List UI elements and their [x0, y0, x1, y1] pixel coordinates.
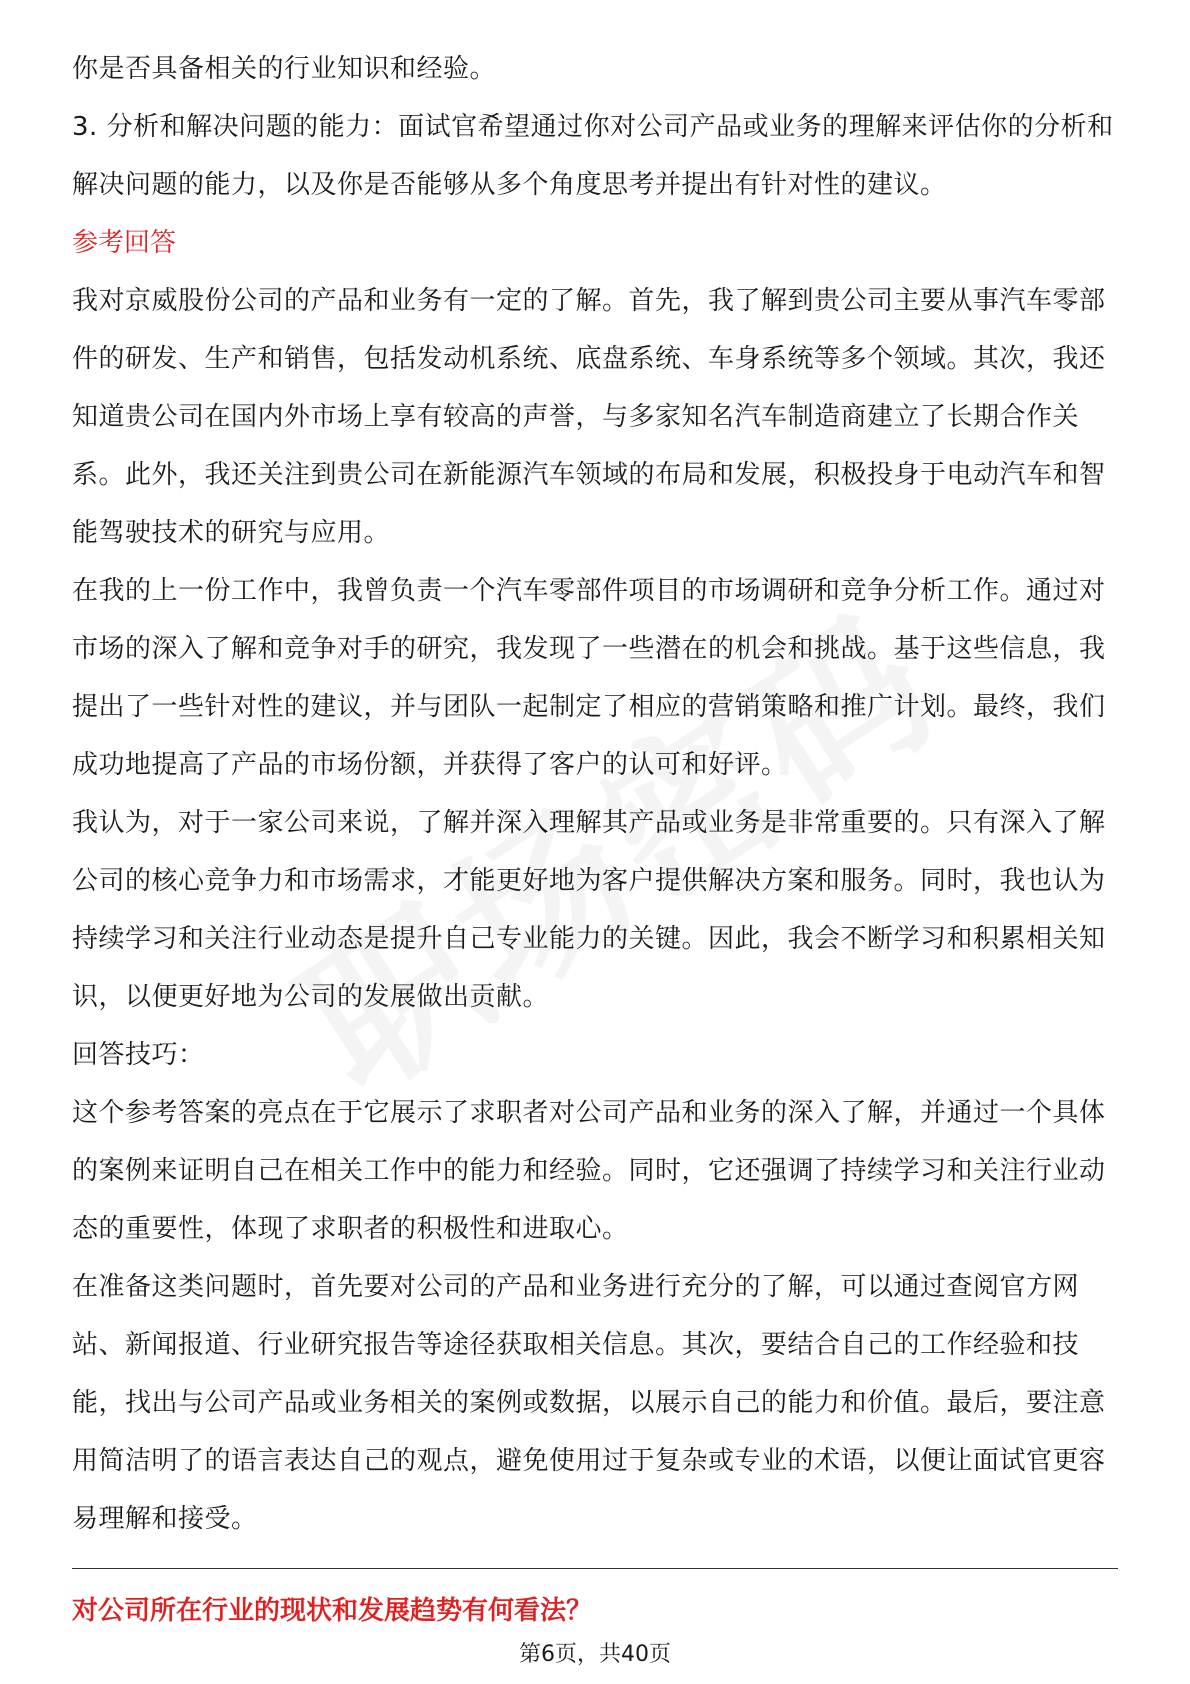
answer-paragraph-2: 在我的上一份工作中，我曾负责一个汽车零部件项目的市场调研和竞争分析工作。通过对市场的深入了解和竞争对手的研究，我发现了一些潜在的机会和挑战。基于这些信息，我提出了一些针对性的建议，并与团队一起制定了相应的营销策略和推广计划。最终，我们成功地提高了产品的市场份额，并获得了客户的认可和好评。: [72, 576, 1106, 780]
page-number-footer: 第6页，共40页: [519, 1642, 671, 1667]
intro-line-2: 3. 分析和解决问题的能力：面试官希望通过你对公司产品或业务的理解来评估你的分析和解决问题的能力，以及你是否能够从多个角度思考并提出有针对性的建议。: [72, 112, 1114, 200]
tips-paragraph-2: 在准备这类问题时，首先要对公司的产品和业务进行充分的了解，可以通过查阅官方网站、新闻报道、行业研究报告等途径获取相关信息。其次，要结合自己的工作经验和技能，找出与公司产品或业务相关的案例或数据，以展示自己的能力和价值。最后，要注意用简洁明了的语言表达自己的观点，避免使用过于复杂或专业的术语，以便让面试官更容易理解和接受。: [72, 1272, 1106, 1534]
tips-label: 回答技巧：: [72, 1040, 205, 1070]
section-divider: [72, 1568, 1118, 1569]
document-body: [72, 40, 1118, 1548]
intro-line-1: 你是否具备相关的行业知识和经验。: [72, 54, 497, 84]
answer-paragraph-1: 我对京威股份公司的产品和业务有一定的了解。首先，我了解到贵公司主要从事汽车零部件的研发、生产和销售，包括发动机系统、底盘系统、车身系统等多个领域。其次，我还知道贵公司在国内外市场上享有较高的声誉，与多家知名汽车制造商建立了长期合作关系。此外，我还关注到贵公司在新能源汽车领域的布局和发展，积极投身于电动汽车和智能驾驶技术的研究与应用。: [72, 286, 1106, 548]
reference-answer-heading: 参考回答: [72, 228, 177, 258]
answer-paragraph-3: 我认为，对于一家公司来说，了解并深入理解其产品或业务是非常重要的。只有深入了解公司的核心竞争力和市场需求，才能更好地为客户提供解决方案和服务。同时，我也认为持续学习和关注行业动态是提升自己专业能力的关键。因此，我会不断学习和积累相关知识，以便更好地为公司的发展做出贡献。: [72, 808, 1106, 1012]
next-question-heading: 对公司所在行业的现状和发展趋势有何看法？: [72, 1596, 593, 1626]
tips-paragraph-1: 这个参考答案的亮点在于它展示了求职者对公司产品和业务的深入了解，并通过一个具体的案例来证明自己在相关工作中的能力和经验。同时，它还强调了持续学习和关注行业动态的重要性，体现了求职者的积极性和进取心。: [72, 1098, 1106, 1244]
